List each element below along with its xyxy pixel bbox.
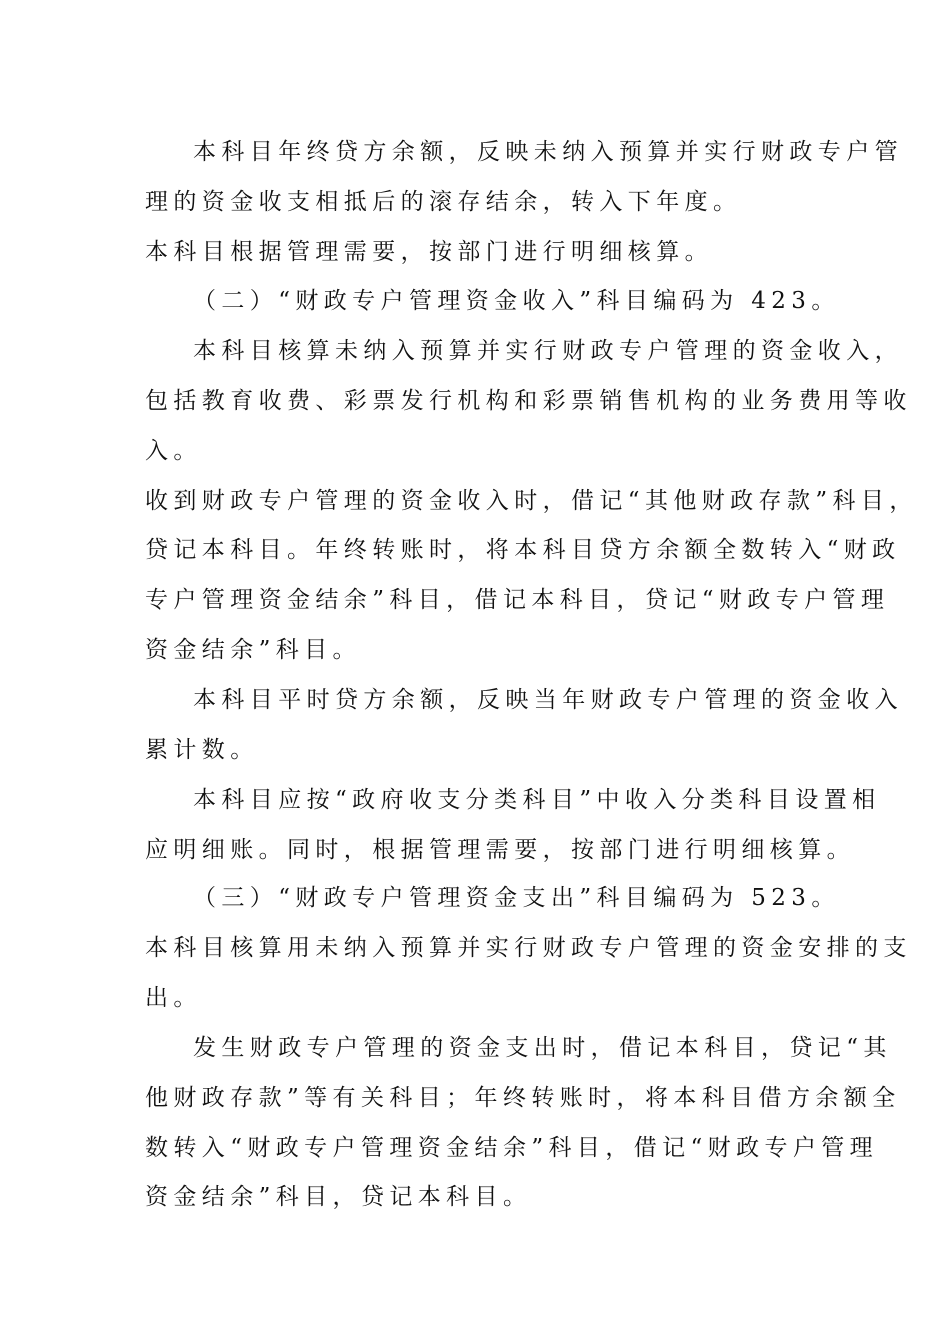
text-line: 入。: [145, 438, 202, 464]
text-line: 理的资金收支相抵后的滚存结余，转入下年度。: [145, 189, 742, 215]
text-line: 资金结余”科目，贷记本科目。: [145, 1184, 532, 1210]
text-line: 包括教育收费、彩票发行机构和彩票销售机构的业务费用等收: [145, 388, 912, 414]
text-line: 本科目核算用未纳入预算并实行财政专户管理的资金安排的支: [145, 935, 912, 961]
text-line: 本科目应按“政府收支分类科目”中收入分类科目设置相: [193, 787, 881, 813]
text-line: 累计数。: [145, 737, 259, 763]
text-line: 本科目平时贷方余额，反映当年财政专户管理的资金收入: [193, 687, 903, 713]
text-line: 他财政存款”等有关科目；年终转账时，将本科目借方余额全: [145, 1085, 901, 1111]
text-line: 资金结余”科目。: [145, 637, 361, 663]
text-line: 收到财政专户管理的资金收入时，借记“其他财政存款”科目，: [145, 488, 918, 514]
text-line: 本科目核算未纳入预算并实行财政专户管理的资金收入，: [193, 338, 903, 364]
text-line: （三）“财政专户管理资金支出”科目编码为 523。: [193, 885, 840, 911]
text-line: 出。: [145, 985, 202, 1011]
text-line: 贷记本科目。年终转账时，将本科目贷方余额全数转入“财政: [145, 537, 901, 563]
text-line: 数转入“财政专户管理资金结余”科目，借记“财政专户管理: [145, 1135, 879, 1161]
text-line: （二）“财政专户管理资金收入”科目编码为 423。: [193, 288, 840, 314]
text-line: 本科目根据管理需要，按部门进行明细核算。: [145, 239, 713, 265]
text-line: 本科目年终贷方余额，反映未纳入预算并实行财政专户管: [193, 139, 903, 165]
text-line: 专户管理资金结余”科目，借记本科目，贷记“财政专户管理: [145, 587, 890, 613]
text-line: 应明细账。同时，根据管理需要，按部门进行明细核算。: [145, 837, 855, 863]
text-line: 发生财政专户管理的资金支出时，借记本科目，贷记“其: [193, 1035, 892, 1061]
